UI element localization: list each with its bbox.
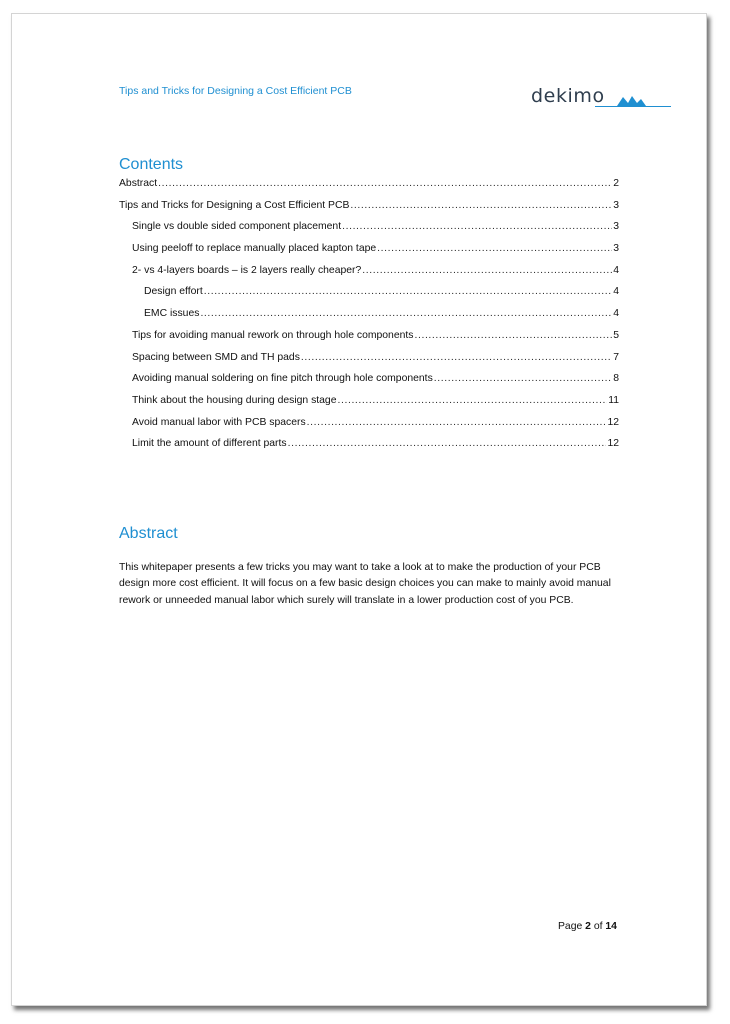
toc-entry-label: Spacing between SMD and TH pads xyxy=(132,351,300,363)
footer-current-page: 2 xyxy=(585,921,591,932)
toc-entry-page: 2 xyxy=(613,178,619,189)
toc-dot-leader xyxy=(338,395,608,406)
toc-dot-leader xyxy=(377,243,612,254)
toc-dot-leader xyxy=(307,417,607,428)
toc-entry-page: 7 xyxy=(613,351,619,363)
toc-dot-leader xyxy=(200,308,612,319)
logo-mark-icon xyxy=(531,82,671,110)
footer-of-word: of xyxy=(593,921,603,932)
toc-entry[interactable] xyxy=(119,330,619,352)
toc-dot-leader xyxy=(288,438,607,449)
footer-total-pages: 14 xyxy=(605,921,617,932)
toc-entry-label: Design effort xyxy=(144,286,203,298)
toc-entry-label: Limit the amount of different parts xyxy=(132,438,287,450)
toc-entry-page: 8 xyxy=(613,373,619,385)
toc-entry[interactable] xyxy=(119,265,619,287)
dekimo-logo xyxy=(531,82,671,110)
toc-entry-label: Tips for avoiding manual rework on through hole components xyxy=(132,329,414,341)
toc-entry[interactable] xyxy=(119,395,619,417)
toc-entry[interactable] xyxy=(119,243,619,265)
toc-entry[interactable] xyxy=(119,308,619,330)
toc-entry-label: 2- vs 4-layers boards – is 2 layers really cheaper? xyxy=(132,264,362,276)
toc-dot-leader xyxy=(158,178,612,189)
toc-entry[interactable] xyxy=(119,286,619,308)
document-page xyxy=(11,13,707,1006)
toc-entry-page: 12 xyxy=(607,438,619,450)
toc-entry-page: 3 xyxy=(613,221,619,233)
toc-entry-label: Avoid manual labor with PCB spacers xyxy=(132,416,306,428)
toc-entry-page: 4 xyxy=(613,286,619,298)
toc-dot-leader xyxy=(362,265,612,276)
toc-entry-label: Think about the housing during design stage xyxy=(132,394,337,406)
running-header-title: Tips and Tricks for Designing a Cost Efficient PCB xyxy=(119,85,352,97)
toc-entry[interactable] xyxy=(119,221,619,243)
toc-entry-label: Single vs double sided component placement xyxy=(132,221,342,233)
toc-entry-page: 3 xyxy=(613,243,619,255)
toc-entry[interactable] xyxy=(119,200,619,222)
toc-dot-leader xyxy=(301,352,612,363)
abstract-heading: Abstract xyxy=(119,525,178,542)
toc-entry-label: Abstract xyxy=(119,178,158,189)
toc-entry-page: 3 xyxy=(613,199,619,211)
toc-entry[interactable] xyxy=(119,417,619,439)
toc-entry-label: Avoiding manual soldering on fine pitch through hole components xyxy=(132,373,433,385)
toc-dot-leader xyxy=(204,286,612,297)
toc-dot-leader xyxy=(342,221,612,232)
page-number-footer xyxy=(558,921,617,932)
toc-entry-page: 5 xyxy=(613,329,619,341)
toc-entry-label: EMC issues xyxy=(144,308,200,320)
toc-dot-leader xyxy=(350,200,612,211)
toc-dot-leader xyxy=(414,330,612,341)
toc-entry-page: 4 xyxy=(613,308,619,320)
footer-page-word: Page xyxy=(558,921,583,932)
toc-entry-label: Tips and Tricks for Designing a Cost Efficient PCB xyxy=(119,199,350,211)
toc-entry[interactable] xyxy=(119,178,619,200)
toc-entry-page: 11 xyxy=(608,394,619,406)
toc-entry-page: 4 xyxy=(613,264,619,276)
toc-dot-leader xyxy=(434,373,612,384)
toc-entry[interactable] xyxy=(119,438,619,460)
contents-heading: Contents xyxy=(119,156,184,173)
toc-entry-label: Using peeloff to replace manually placed kapton tape xyxy=(132,243,377,255)
abstract-body: This whitepaper presents a few tricks you may want to take a look at to make the production of your PCB design more cost efficient. It will focus on a few basic design choices you can make to mainly avoid manual rework or unneeded manual labor which surely will translate in a lower production cost of you PCB. xyxy=(119,562,611,606)
toc-entry[interactable] xyxy=(119,352,619,374)
table-of-contents xyxy=(119,178,619,460)
toc-entry[interactable] xyxy=(119,373,619,395)
toc-entry-page: 12 xyxy=(607,416,619,428)
logo-wordmark: dekimo xyxy=(531,85,605,107)
